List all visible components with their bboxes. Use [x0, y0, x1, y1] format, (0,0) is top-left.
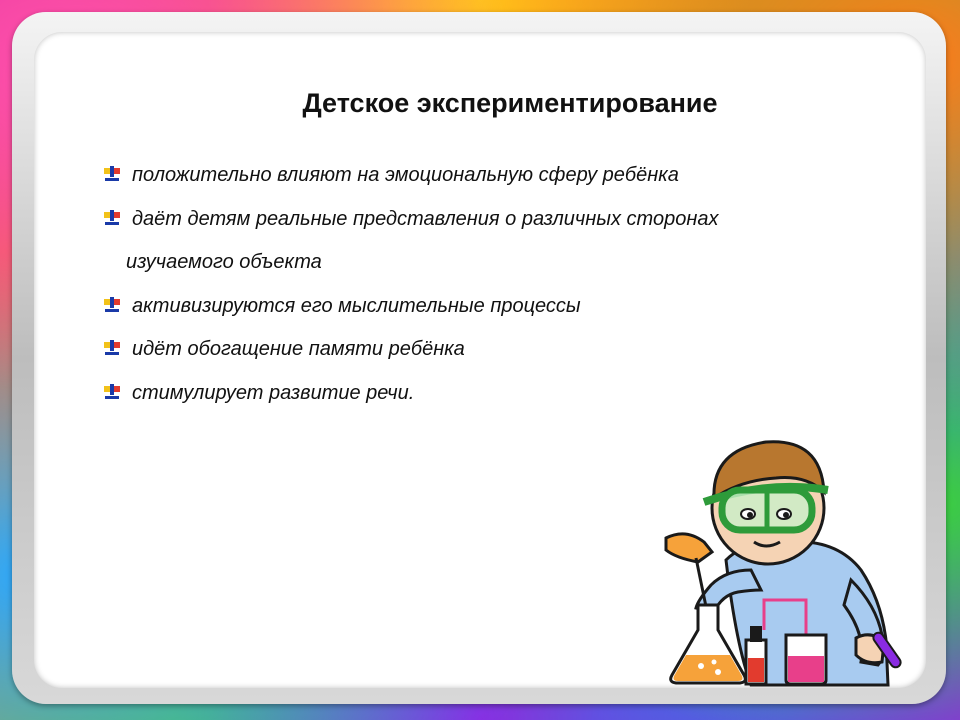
- list-item: [100, 372, 718, 416]
- list-item-text: стимулирует развитие речи.: [132, 381, 415, 404]
- child-scientist-illustration: [656, 430, 906, 688]
- list-item-text: активизируются его мыслительные процессы: [132, 294, 581, 317]
- list-item-text: идёт обогащение памяти ребёнка: [132, 338, 465, 360]
- arrow-down-bullet-icon: [104, 384, 120, 400]
- arrow-down-bullet-icon: [104, 340, 120, 356]
- slide-title: Детское экспериментирование: [302, 88, 718, 118]
- arrow-down-bullet-icon: [104, 166, 120, 182]
- list-item: [100, 328, 718, 372]
- arrow-down-bullet-icon: [104, 297, 120, 313]
- list-item: [100, 154, 718, 198]
- list-item-continuation: изучаемого объекта: [126, 251, 322, 273]
- arrow-down-bullet-icon: [104, 210, 120, 226]
- bullet-list: [100, 154, 718, 415]
- list-item: [100, 285, 718, 329]
- list-item: [100, 198, 718, 285]
- list-item-text: даёт детям реальные представления о различных сторонах: [132, 207, 719, 230]
- list-item-text: положительно влияют на эмоциональную сферу ребёнка: [132, 164, 679, 186]
